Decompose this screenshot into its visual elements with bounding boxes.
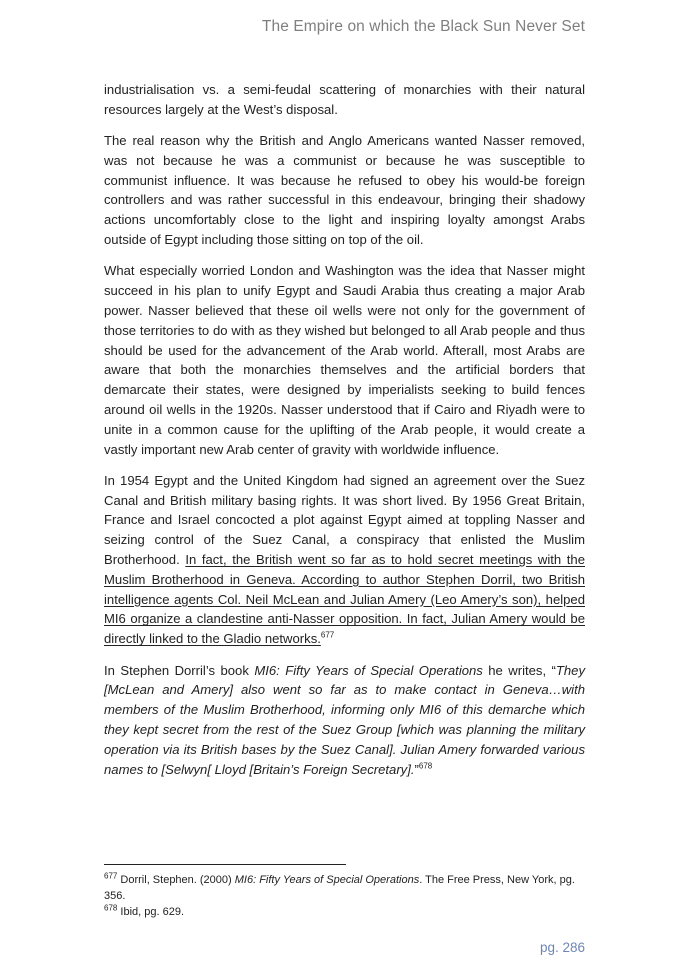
footnote-ref-678: 678 [418,761,433,771]
paragraph-2: The real reason why the British and Anglo Americans wanted Nasser removed, was not because he was a communist or because he was susceptible to communist influence. It was because he refused to obey his would-be foreign controllers and was rather successful in this endeavour, bringing their shadowy actions uncomfortably close to the light and inspiring loyalty amongst Arabs outside of Egypt including those sitting on top of the oil. [104,133,585,248]
book-title: MI6: Fifty Years of Special Operations [254,662,483,678]
footnote-separator [104,864,346,865]
closing-quote-mark: ” [414,761,419,777]
footnote-text: Ibid, pg. 629. [117,906,185,918]
footnote-678 [104,904,585,920]
paragraph-5 [104,661,585,780]
footnote-677 [104,872,585,904]
footnote-number: 677 [104,871,118,881]
paragraph-1: industrialisation vs. a semi-feudal scattering of monarchies with their natural resources largely at the West’s disposal. [104,82,585,117]
block-quote: They [McLean and Amery] also went so far as to make contact in Geneva…with members of the Muslim Brotherhood, informing only MI6 of this demarche which they kept secret from the rest of the Suez Group [which was planning the military operation via its British bases by the Suez Canal]. Julian Amery forwarded various names to [Selwyn[ Lloyd [Britain’s Foreign Secretary]. [104,662,586,777]
running-header: The Empire on which the Black Sun Never Set [261,18,585,35]
paragraph-4-text: In 1954 Egypt and the United Kingdom had signed an agreement over the Suez Canal and British military basing rights. It was short lived. By 1956 Great Britain, France and Israel concocted a plot against Egypt aimed at toppling Nasser and seizing control of the Suez Canal, a conspiracy that enlisted the Muslim Brotherhood. [104,472,585,568]
footnotes [104,872,585,920]
paragraph-5-writes: he writes, “ [482,662,556,678]
paragraph-5-intro: In Stephen Dorril’s book [104,662,255,678]
footnote-text: Dorril, Stephen. (2000) [117,874,235,886]
paragraph-4 [104,471,585,649]
body-text [104,80,585,791]
footnote-ref-677: 677 [320,630,335,640]
footnote-book-title: MI6: Fifty Years of Special Operations [234,874,420,886]
footnote-text-end: . The Free Press, New York, pg. 356. [104,874,575,902]
paragraph-3: What especially worried London and Washington was the idea that Nasser might succeed in his plan to unify Egypt and Saudi Arabia thus creating a major Arab power. Nasser believed that these oil wells were not only for the government of those territories to do with as they wished but belonged to all Arab people and thus should be used for the advancement of the Arab world. Afterall, most Arabs are aware that both the monarchies themselves and the artificial borders that demarcate their states, were designed by imperialists seeking to build fences around oil wells in the 1920s. Nasser understood that if Cairo and Riyadh were to unite in a common cause for the uplifting of the Arab people, it would create a vastly important new Arab center of gravity with worldwide influence. [104,263,585,457]
footnote-number: 678 [104,903,118,913]
underlined-passage: In fact, the British went so far as to hold secret meetings with the Muslim Brotherhood in Geneva. According to author Stephen Dorril, two British intelligence agents Col. Neil McLean and Julian Amery (Leo Amery’s son), helped MI6 organize a clandestine anti-Nasser opposition. In fact, Julian Amery would be directly linked to the Gladio networks. [104,552,585,647]
page-number: pg. 286 [539,940,585,955]
